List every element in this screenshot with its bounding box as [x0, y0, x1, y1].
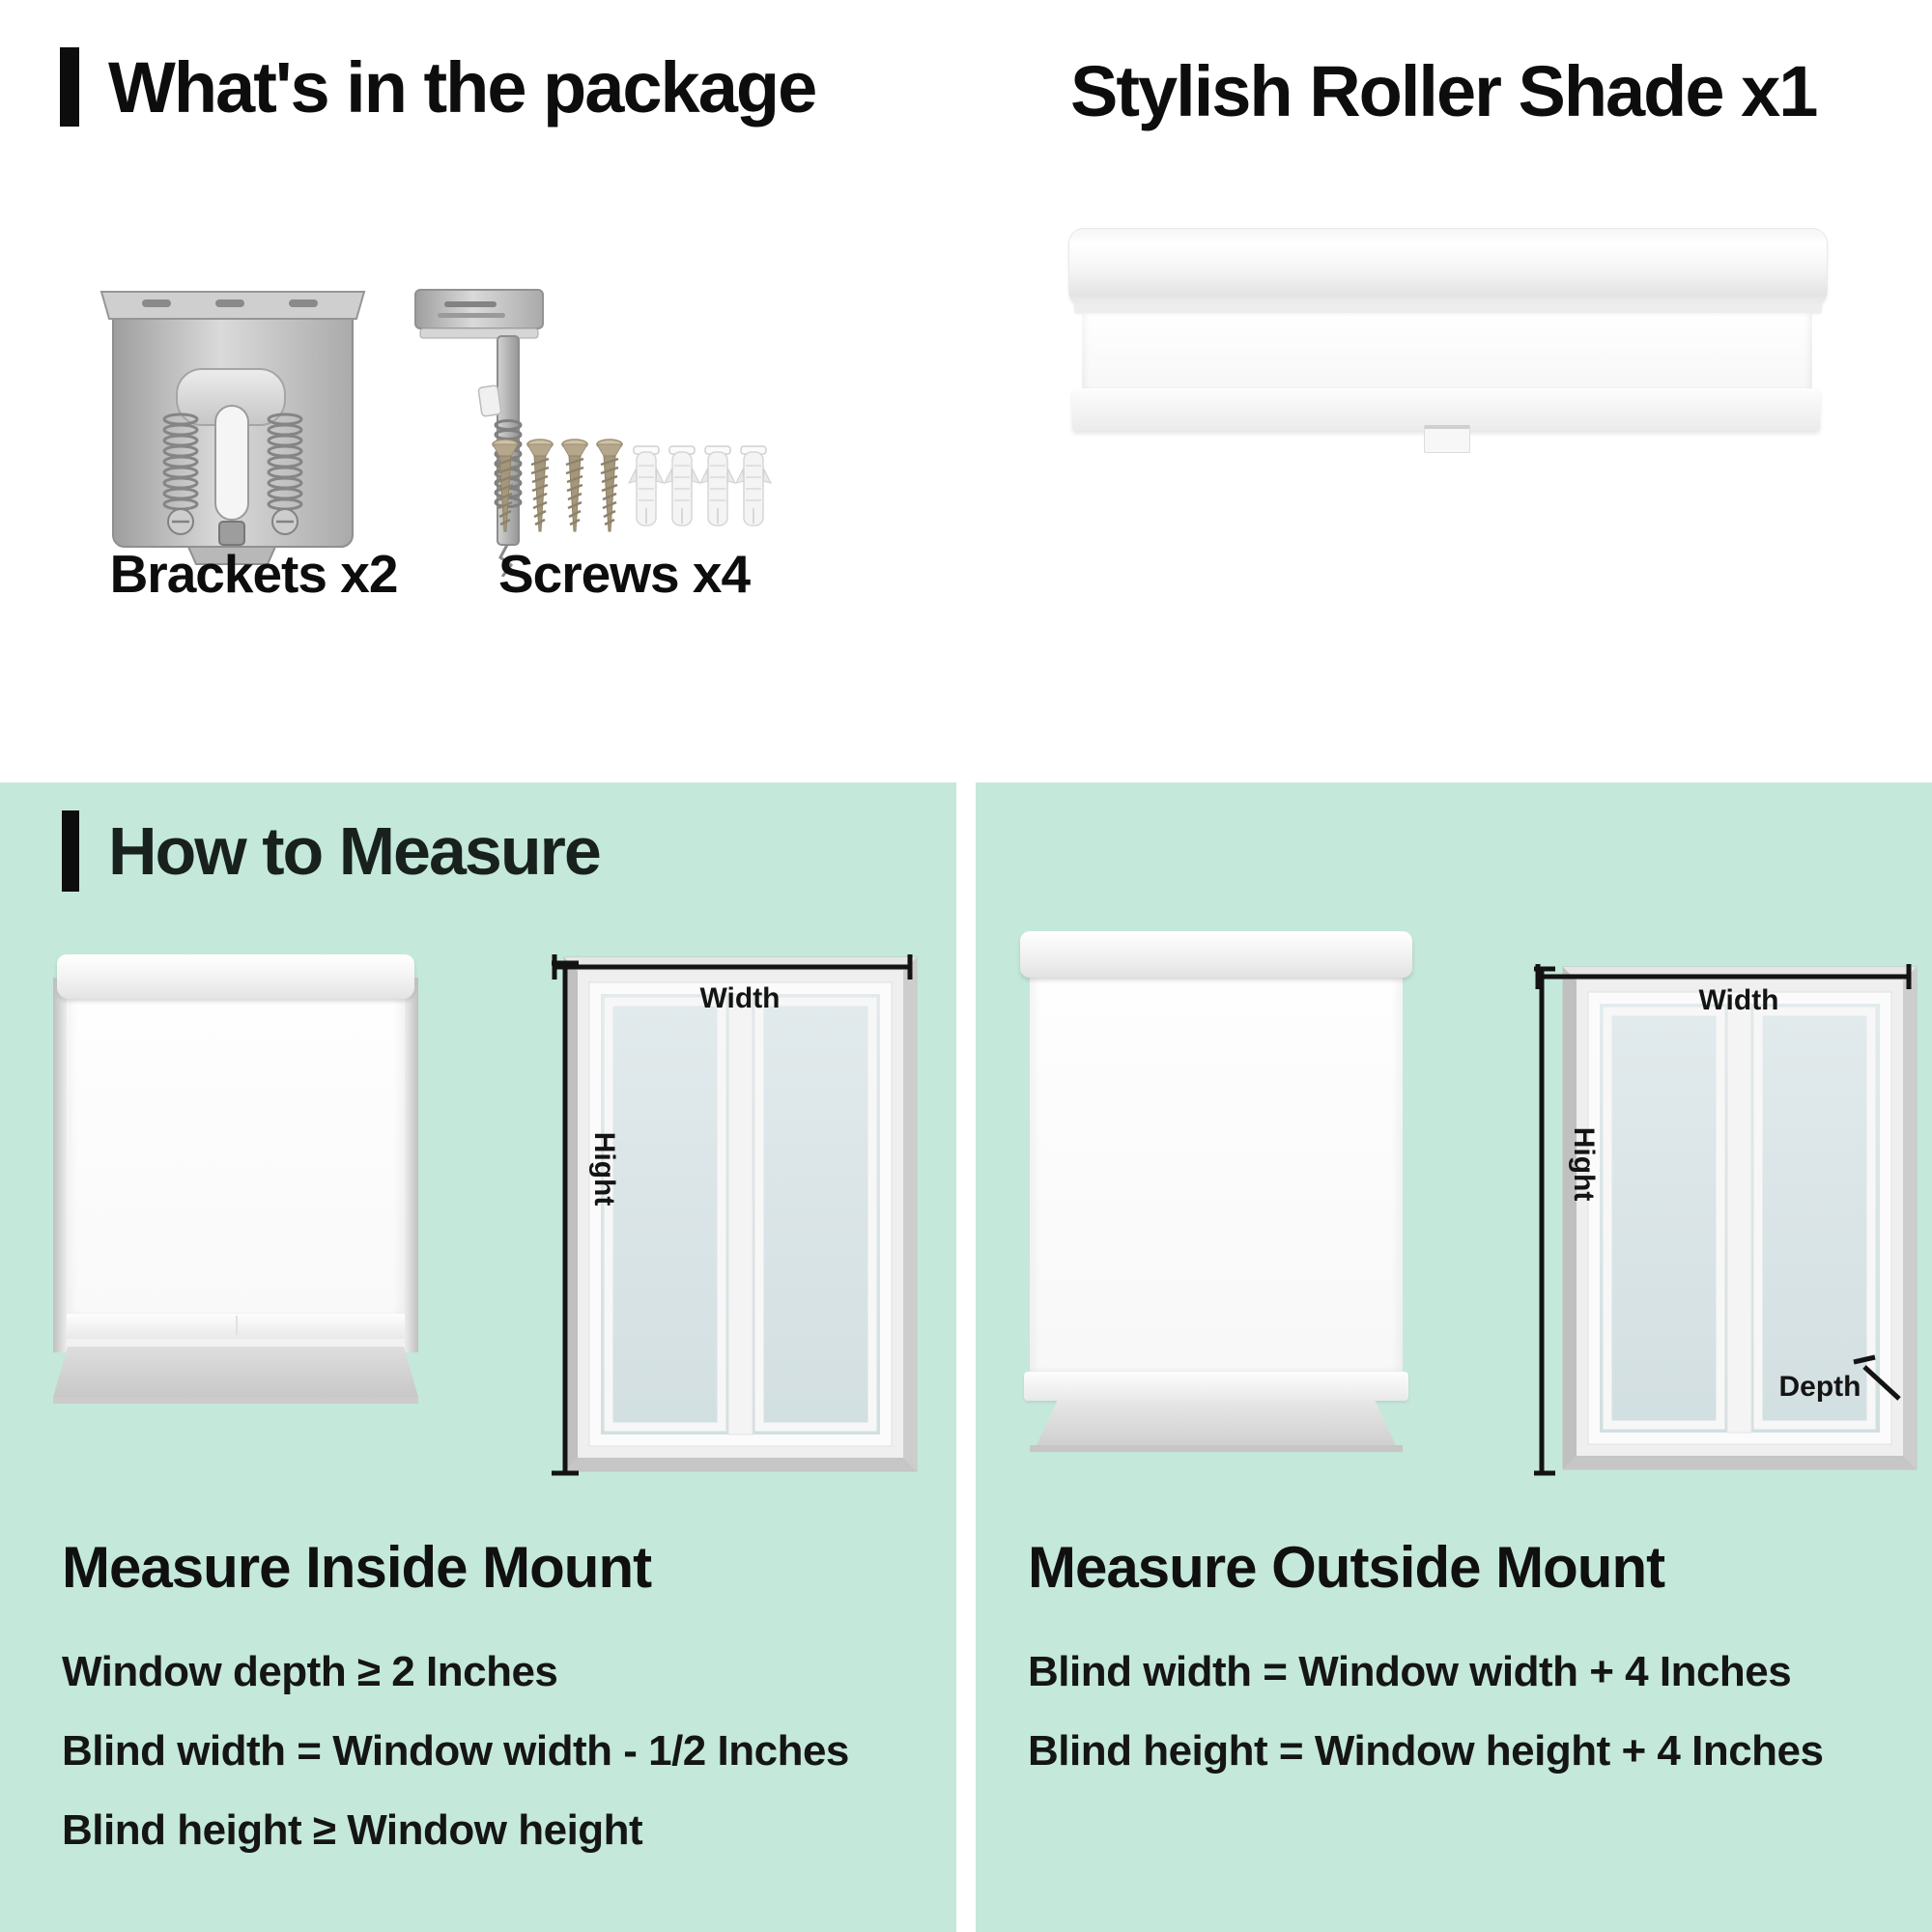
shade-pull-tab — [1424, 425, 1470, 453]
window-sill-edge — [53, 1397, 418, 1404]
title-accent-bar — [62, 810, 79, 892]
inside-mount-heading: Measure Inside Mount — [62, 1535, 652, 1600]
window-illustration-outside — [1534, 959, 1920, 1481]
window-frame-edge — [405, 978, 418, 1352]
shade-headrail — [57, 954, 414, 999]
depth-label: Depth — [1778, 1371, 1861, 1403]
outside-rule-height: Blind height = Window height + 4 Inches — [1028, 1727, 1824, 1775]
shade-bottom-rail — [1024, 1372, 1408, 1401]
shade-headrail — [1020, 931, 1412, 978]
screws-illustration — [489, 437, 774, 551]
measure-title: How to Measure — [108, 813, 600, 889]
bracket-flat-icon — [101, 292, 364, 564]
shade-fabric — [67, 997, 405, 1316]
height-label: Hight — [588, 1131, 620, 1207]
window-sill — [1036, 1401, 1397, 1447]
outside-mount-shade-illustration — [1020, 931, 1412, 1458]
shade-fabric — [1082, 313, 1812, 390]
screw-icon — [493, 440, 622, 531]
inside-rule-depth: Window depth ≥ 2 Inches — [62, 1648, 558, 1695]
brackets-label: Brackets x2 — [109, 544, 398, 604]
window-illustration-inside — [549, 952, 932, 1481]
outside-mount-heading: Measure Outside Mount — [1028, 1535, 1665, 1600]
window-sill-edge — [1030, 1445, 1403, 1452]
shade-roll-lip — [1074, 303, 1822, 313]
height-measure-line — [1534, 969, 1555, 1473]
width-label: Width — [699, 982, 781, 1014]
inside-rule-width: Blind width = Window width - 1/2 Inches — [62, 1727, 849, 1775]
screws-label: Screws x4 — [498, 544, 751, 604]
shade-bottom-rail — [67, 1314, 405, 1341]
shade-fabric — [1030, 976, 1403, 1372]
inside-rule-height: Blind height ≥ Window height — [62, 1806, 643, 1854]
package-title: What's in the package — [108, 46, 816, 128]
window-sill — [53, 1347, 418, 1397]
package-title-row — [60, 46, 815, 128]
window-frame-edge — [53, 978, 67, 1352]
wall-anchor-icon — [629, 446, 771, 526]
inside-mount-shade-illustration — [53, 954, 418, 1412]
shade-roll-tube — [1068, 228, 1828, 307]
measure-title-row — [62, 810, 600, 893]
height-label: Hight — [1568, 1126, 1600, 1202]
product-title: Stylish Roller Shade x1 — [1070, 51, 1817, 131]
width-label: Width — [1698, 984, 1779, 1016]
outside-rule-width: Blind width = Window width + 4 Inches — [1028, 1648, 1792, 1695]
roller-shade-product-image — [1068, 228, 1826, 448]
title-accent-bar — [60, 47, 79, 127]
